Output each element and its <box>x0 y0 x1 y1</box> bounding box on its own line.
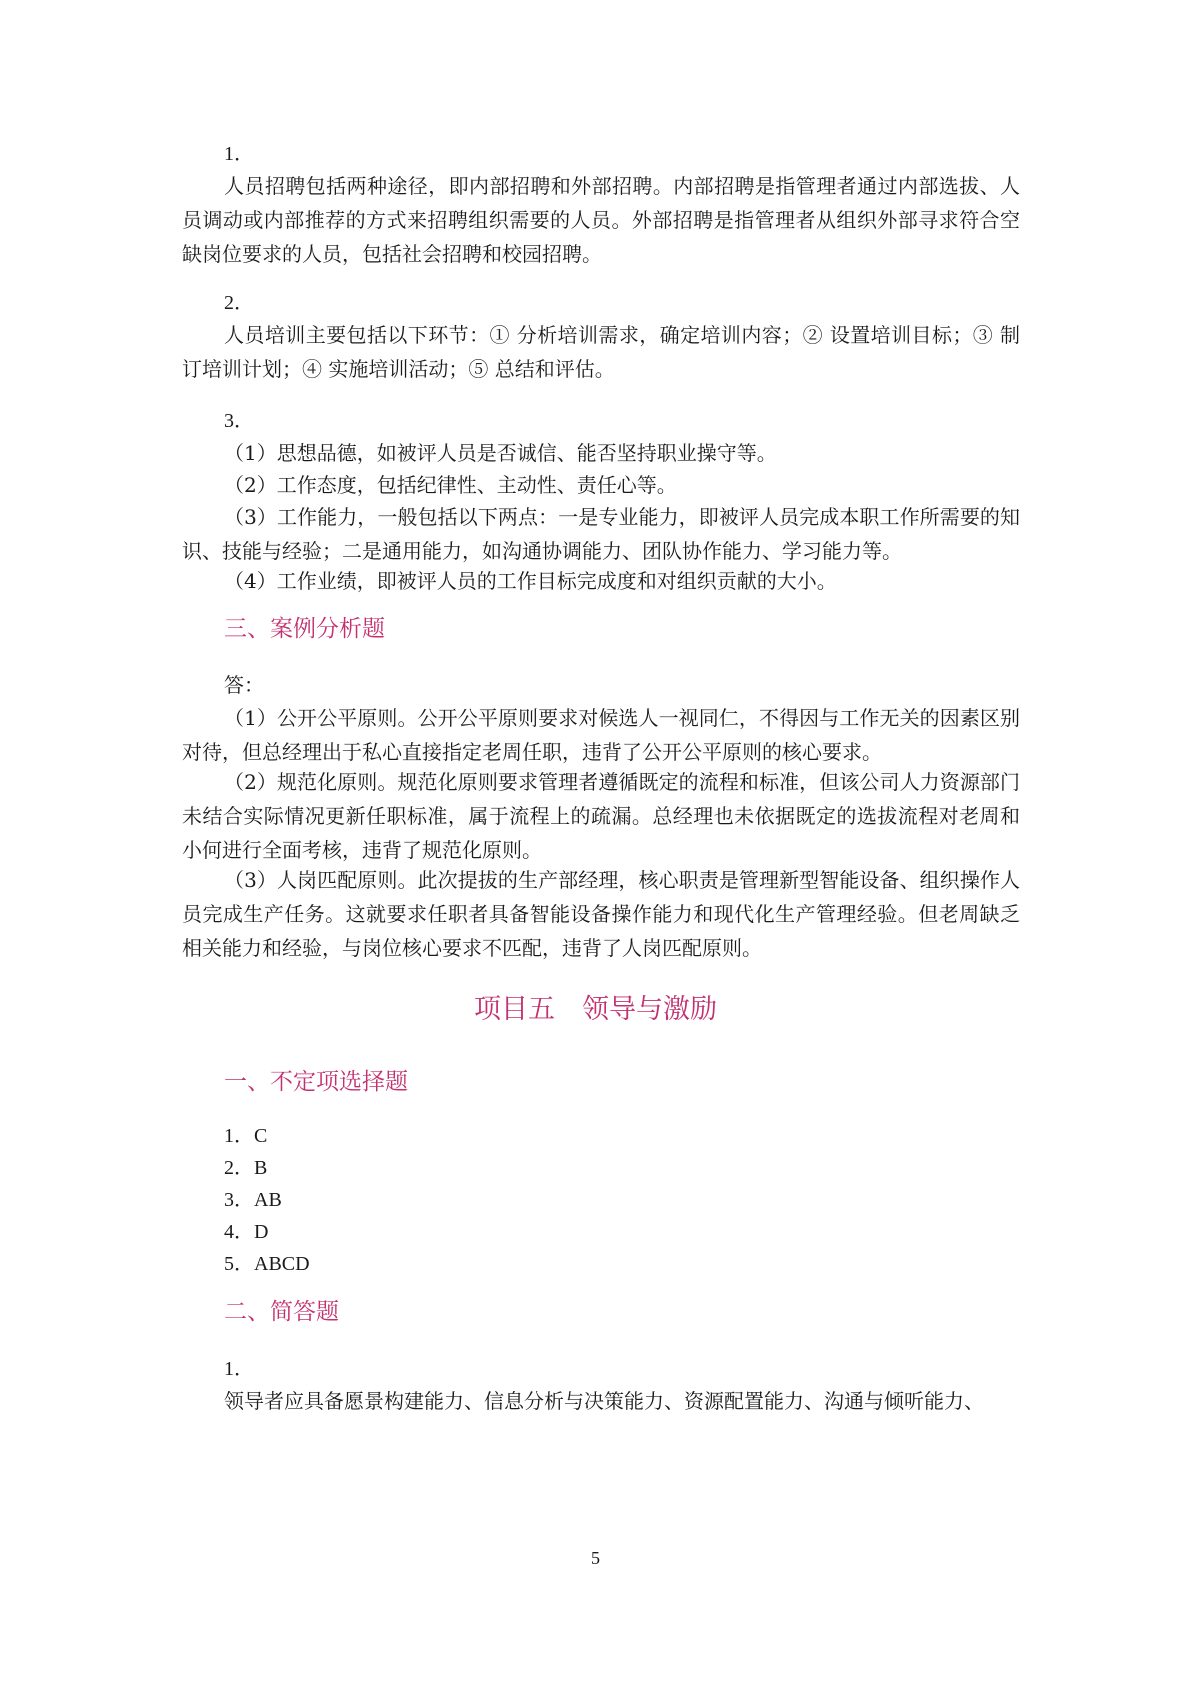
choice-answer: 5．ABCD <box>224 1253 310 1275</box>
answer-paragraph: （3）人岗匹配原则。此次提拔的生产部经理，核心职责是管理新型智能设备、组织操作人员完成生产任务。这就要求任职者具备智能设备操作能力和现代化生产管理经验。但老周缺乏相关能力和经验，与岗位核心要求不匹配，违背了人岗匹配原则。 <box>182 868 1020 960</box>
question-number: 1． <box>224 1358 254 1380</box>
section-heading: 二、简答题 <box>224 1299 339 1325</box>
project-title: 项目五 领导与激励 <box>474 994 717 1025</box>
answer-item: （3）工作能力，一般包括以下两点：一是专业能力，即被评人员完成本职工作所需要的知识、技能与经验；二是通用能力，如沟通协调能力、团队协作能力、学习能力等。 <box>182 505 1020 563</box>
answer-paragraph: 人员培训主要包括以下环节：① 分析培训需求，确定培训内容；② 设置培训目标；③ 制订培训计划；④ 实施培训活动；⑤ 总结和评估。 <box>182 323 1020 381</box>
answer-label: 答： <box>224 675 264 697</box>
choice-answer: 3．AB <box>224 1189 282 1211</box>
answer-paragraph: 人员招聘包括两种途径，即内部招聘和外部招聘。内部招聘是指管理者通过内部选拔、人员调动或内部推荐的方式来招聘组织需要的人员。外部招聘是指管理者从组织外部寻求符合空缺岗位要求的人员，包括社会招聘和校园招聘。 <box>182 174 1020 266</box>
answer-item: （4）工作业绩，即被评人员的工作目标完成度和对组织贡献的大小。 <box>224 569 837 593</box>
answer-paragraph: （1）公开公平原则。公开公平原则要求对候选人一视同仁，不得因与工作无关的因素区别对待，但总经理出于私心直接指定老周任职，违背了公开公平原则的核心要求。 <box>182 706 1020 764</box>
question-number: 1． <box>224 143 254 165</box>
answer-paragraph: （2）规范化原则。规范化原则要求管理者遵循既定的流程和标准，但该公司人力资源部门未结合实际情况更新任职标准，属于流程上的疏漏。总经理也未依据既定的选拔流程对老周和小何进行全面考核，违背了规范化原则。 <box>182 770 1020 862</box>
page-number: 5 <box>591 1548 600 1568</box>
choice-answer: 2．B <box>224 1157 268 1179</box>
answer-item: （1）思想品德，如被评人员是否诚信、能否坚持职业操守等。 <box>224 441 777 465</box>
section-heading: 三、案例分析题 <box>224 616 385 642</box>
section-heading: 一、不定项选择题 <box>224 1069 408 1095</box>
answer-item: （2）工作态度，包括纪律性、主动性、责任心等。 <box>224 473 677 497</box>
choice-answer: 1．C <box>224 1125 268 1147</box>
question-number: 3． <box>224 410 254 432</box>
answer-paragraph: 领导者应具备愿景构建能力、信息分析与决策能力、资源配置能力、沟通与倾听能力、 <box>224 1389 984 1413</box>
choice-answer: 4．D <box>224 1221 269 1243</box>
question-number: 2． <box>224 292 254 314</box>
